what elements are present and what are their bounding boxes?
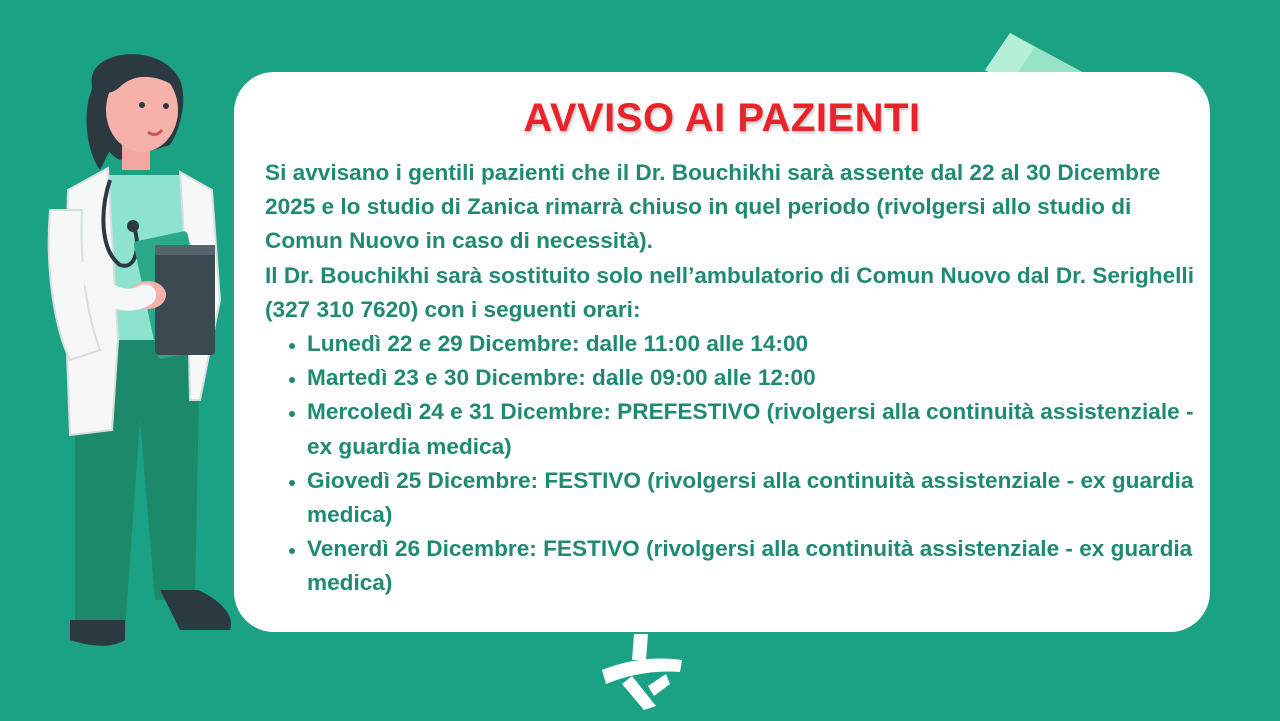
notice-paragraph-absence: Si avvisano i gentili pazienti che il Dr. Bouchikhi sarà assente dal 22 al 30 Dicembre 2025 e lo studio di Zanica rimarrà chiuso in quel periodo (rivolgersi allo studio di Comun Nuovo in caso di necessità). xyxy=(265,160,1161,254)
schedule-item: • Lunedì 22 e 29 Dicembre: dalle 11:00 alle 14:00 xyxy=(307,327,1195,361)
doctor-illustration xyxy=(30,40,260,680)
schedule-item: • Mercoledì 24 e 31 Dicembre: PREFESTIVO (rivolgersi alla continuità assistenziale - ex guardia medica) xyxy=(307,395,1195,463)
schedule-list xyxy=(265,327,1195,601)
schedule-item: • Giovedì 25 Dicembre: FESTIVO (rivolgersi alla continuità assistenziale - ex guardia medica) xyxy=(307,464,1195,532)
notice-paragraph-substitute: Il Dr. Bouchikhi sarà sostituito solo nell’ambulatorio di Comun Nuovo dal Dr. Serighelli (327 310 7620) con i seguenti orari: xyxy=(265,262,1194,322)
notice-card xyxy=(234,72,1210,632)
notice-title: AVVISO AI PAZIENTI xyxy=(523,96,921,140)
cross-logo-icon xyxy=(596,630,686,710)
notice-body xyxy=(265,156,1195,601)
schedule-item: • Martedì 23 e 30 Dicembre: dalle 09:00 alle 12:00 xyxy=(307,361,1195,395)
schedule-item: • Venerdì 26 Dicembre: FESTIVO (rivolgersi alla continuità assistenziale - ex guardia medica) xyxy=(307,532,1195,600)
